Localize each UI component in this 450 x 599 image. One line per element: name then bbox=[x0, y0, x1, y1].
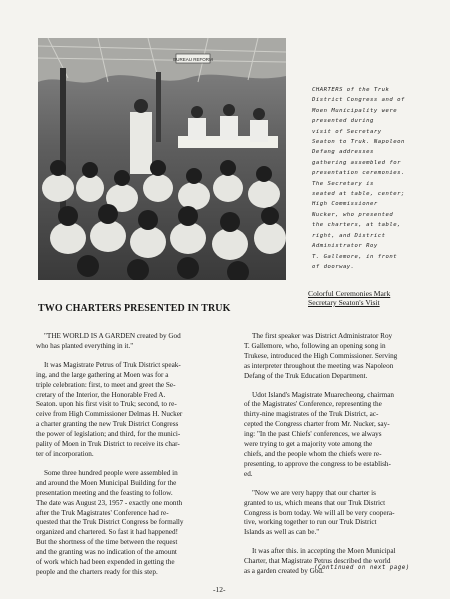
text-line: cepted the Congress charter from Mr. Nucker, say- bbox=[244, 420, 390, 429]
caption-line: of doorway. bbox=[312, 263, 355, 270]
photo-sign-text: BUREAU REFORM bbox=[173, 57, 213, 62]
text-line: ing, and the large gathering at Moen was for a bbox=[36, 370, 169, 379]
text-line: ed. bbox=[244, 469, 253, 478]
continued-note: (Continued on next page) bbox=[314, 565, 410, 571]
text-line: as interpreter throughout the meeting was Napoleon bbox=[244, 361, 394, 370]
text-line: Some three hundred people were assembled in bbox=[44, 468, 178, 477]
text-line: as a garden created by God. bbox=[244, 567, 324, 576]
paragraph bbox=[36, 332, 184, 352]
text-line: The date was August 23, 1957 - exactly one month bbox=[36, 498, 183, 507]
text-line: "THE WORLD IS A GARDEN created by God bbox=[44, 332, 181, 340]
caption-line: District Congress and of bbox=[312, 97, 405, 104]
text-line: presentation meeting and the feasting to follow. bbox=[36, 488, 173, 497]
text-line: It was after this. in accepting the Moen Municipal bbox=[252, 547, 396, 556]
text-line: were trying to get a majority vote among the bbox=[244, 440, 373, 449]
text-line: tive, working together to run our Truk District bbox=[244, 518, 377, 527]
caption-line: presented during bbox=[312, 118, 374, 125]
caption-line: High Commissioner bbox=[312, 201, 378, 208]
text-line: granted to us, which means that our Truk District bbox=[244, 498, 386, 507]
meeting-photo-illustration bbox=[38, 38, 286, 280]
article-column-right bbox=[244, 332, 397, 577]
text-line: presenting, to approve the congress to be establish- bbox=[244, 459, 391, 468]
text-line: and the granting was no indication of the amount bbox=[36, 548, 177, 557]
text-line: ceive from High Commissioner Delmas H. Nucker bbox=[36, 410, 183, 419]
text-line: It was Magistrate Petrus of Truk District speak- bbox=[44, 360, 181, 369]
text-line: a charter granting the new Truk District Congress bbox=[36, 420, 179, 429]
text-line: ing: "In the past Chiefs' conferences, we always bbox=[244, 430, 382, 439]
text-line: of work which had been expended in getting the bbox=[36, 558, 175, 567]
caption-line: seated at table, center; bbox=[312, 191, 405, 198]
paragraph bbox=[36, 469, 184, 578]
article-headline: TWO CHARTERS PRESENTED IN TRUK bbox=[38, 303, 231, 314]
subheading bbox=[308, 289, 390, 307]
text-line: T. Gallemore, who, following an opening song in bbox=[244, 341, 386, 350]
text-line: the power of legislation; and third, for the munici- bbox=[36, 430, 181, 439]
text-line: organized and chartered. So fast it had happened! bbox=[36, 528, 178, 537]
photo-caption bbox=[312, 85, 432, 272]
text-line: Defang of the Truk Education Department. bbox=[244, 371, 368, 380]
caption-line: Defang addresses bbox=[312, 149, 374, 156]
text-line: Seaton. upon his first visit to Truk; second, to re- bbox=[36, 400, 177, 409]
caption-line: T. Gallemore, in front bbox=[312, 253, 398, 260]
paragraph bbox=[36, 361, 184, 460]
caption-line: visit of Secretary bbox=[312, 128, 382, 135]
article-column-left bbox=[36, 332, 184, 578]
text-line: ter of incorporation. bbox=[36, 449, 94, 458]
caption-line: gathering assembled for bbox=[312, 159, 401, 166]
text-line: triple celebration: first, to meet and greet the Se- bbox=[36, 380, 176, 389]
text-line: pality of Moen in Truk District to receive its char- bbox=[36, 440, 180, 449]
text-line: who has planted everything in it." bbox=[36, 341, 134, 350]
subheading-line: Colorful Ceremonies Mark bbox=[308, 289, 391, 298]
caption-line: CHARTERS of the Truk bbox=[312, 87, 390, 93]
caption-line: presentation ceremonies. bbox=[312, 170, 405, 177]
text-line: thirty-nine magistrates of the Truk District, ac- bbox=[244, 410, 379, 419]
text-line: and around the Moen Municipal Building for the bbox=[36, 478, 177, 487]
text-line: of the Magistrates' Conference, representing the bbox=[244, 400, 382, 409]
caption-line: Nucker, who presented bbox=[312, 211, 394, 218]
text-line: Charter, that Magistrate Petrus described the world bbox=[244, 557, 391, 566]
paragraph bbox=[244, 547, 397, 577]
text-line: quested that the Truk District Congress be formally bbox=[36, 518, 184, 527]
text-line: Udot Island's Magistrate Muarecheong, chairman bbox=[252, 390, 395, 399]
text-line: cretary of the Interior, the Honorable Fred A. bbox=[36, 390, 166, 399]
caption-line: Moen Municipality were bbox=[312, 107, 398, 114]
caption-line: Administrator Roy bbox=[312, 243, 378, 250]
caption-line: Seaton to Truk. Napoleon bbox=[312, 139, 405, 146]
paragraph bbox=[244, 332, 397, 382]
caption-line: right, and District bbox=[312, 232, 386, 239]
paragraph bbox=[244, 391, 397, 480]
text-line: Trukese, introduced the High Commissioner. Serving bbox=[244, 351, 398, 360]
text-line: chiefs, and the people whom the chiefs were re- bbox=[244, 449, 382, 458]
page-number: -12- bbox=[213, 585, 226, 594]
text-line: The first speaker was District Administrator Roy bbox=[252, 332, 393, 340]
text-line: Islands as well as can be." bbox=[244, 528, 320, 537]
text-line: people and the charters ready for this step. bbox=[36, 567, 158, 576]
text-line: But the shortness of the time between the request bbox=[36, 538, 178, 547]
text-line: "Now we are very happy that our charter is bbox=[252, 488, 376, 497]
caption-line: The Secretary is bbox=[312, 180, 374, 187]
meeting-photo bbox=[38, 38, 286, 280]
subheading-line: Secretary Seaton's Visit bbox=[308, 298, 380, 307]
caption-line: the charters, at table, bbox=[312, 222, 401, 229]
text-line: after the Truk Magistrates' Conference had re- bbox=[36, 508, 169, 517]
text-line: Congress is born today. We will all be very coopera- bbox=[244, 508, 395, 517]
paragraph bbox=[244, 489, 397, 539]
